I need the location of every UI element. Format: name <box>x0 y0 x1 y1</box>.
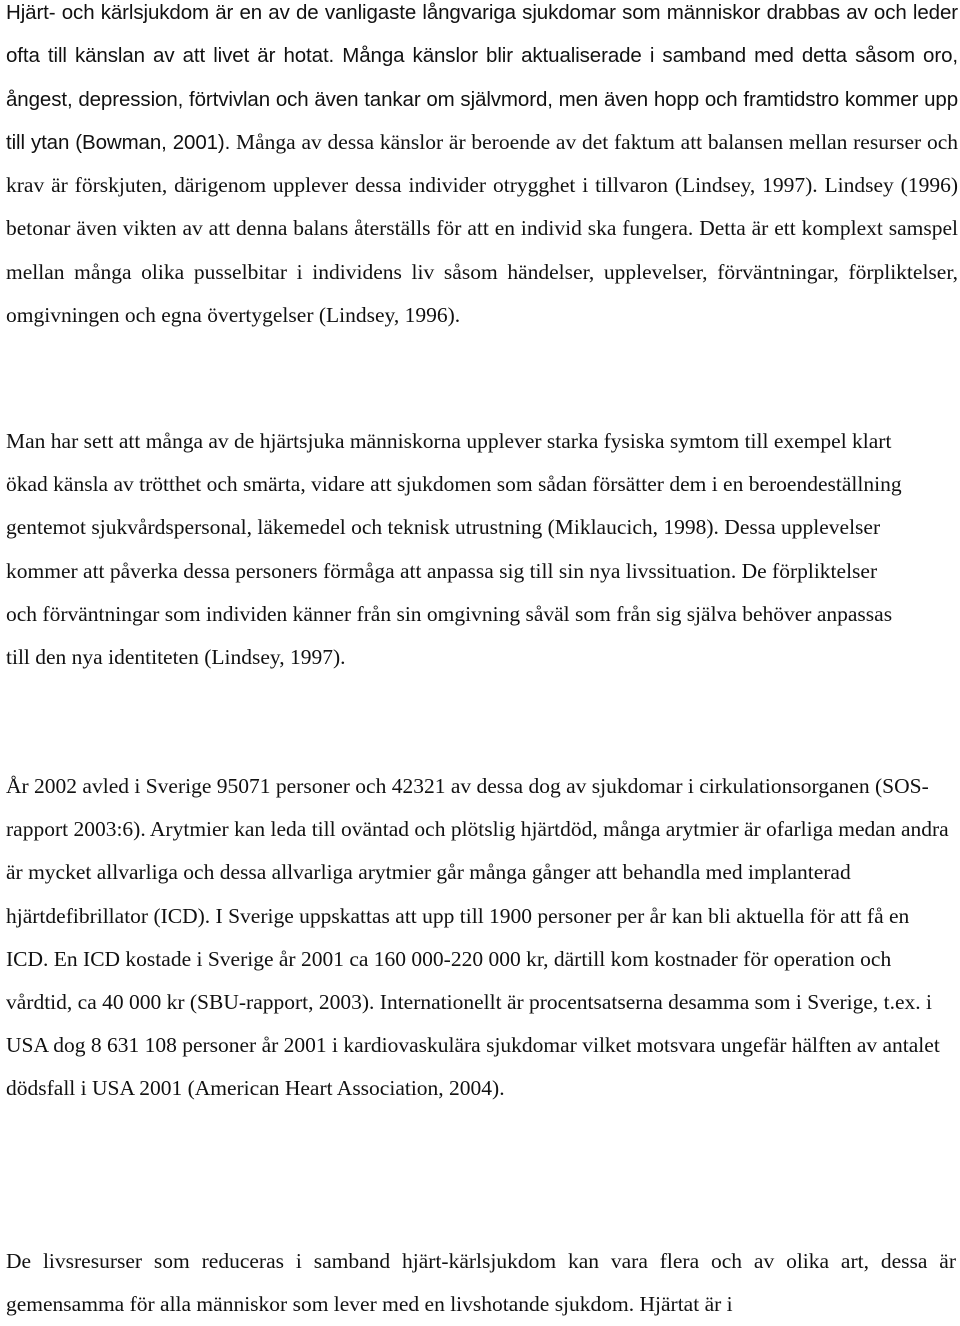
paragraph-1 <box>6 0 958 337</box>
paragraph-3: År 2002 avled i Sverige 95071 personer och 42321 av dessa dog av sjukdomar i cirkulationsorganen (SOS-rapport 2003:6). Arytmier kan leda till oväntad och plötslig hjärtdöd, många arytmier är ofarliga medan andra är mycket allvarliga och dessa allvarliga arytmier går många gånger att behandla med implanterad hjärtdefibrillator (ICD). I Sverige uppskattas att upp till 1900 personer per år kan bli aktuella för att få en ICD. En ICD kostade i Sverige år 2001 ca 160 000-220 000 kr, därtill kom kostnader för operation och vårdtid, ca 40 000 kr (SBU-rapport, 2003). Internationellt är procentsatserna desamma som i Sverige, t.ex. i USA dog 8 631 108 personer år 2001 i kardiovaskulära sjukdomar vilket motsvara ungefär hälften av antalet dödsfall i USA 2001 (American Heart Association, 2004). <box>6 774 949 1101</box>
paragraph-1-serif-text: Många av dessa känslor är beroende av det faktum att balansen mellan resurser och krav är förskjuten, därigenom upplever dessa individer otrygghet i tillvaron (Lindsey, 1997). Lindsey (1996) betonar även vikten av att denna balans återställs för att en individ ska fungera. Detta är ett komplext samspel mellan många olika pusselbitar i individens liv såsom händelser, upplevelser, förväntningar, förpliktelser, omgivningen och egna övertygelser (Lindsey, 1996). <box>6 129 958 328</box>
paragraph-1-sans-text: Hjärt- och kärlsjukdom är en av de vanligaste långvariga sjukdomar som människor drabbas av och leder ofta till känslan av att livet är hotat. Många känslor blir aktualiserade i samband med detta såsom oro, ångest, depression, förtvivlan och även tankar om självmord, men även hopp och framtidstro kommer upp till ytan (Bowman, 2001). <box>6 1 958 154</box>
paragraph-4: De livsresurser som reduceras i samband hjärt-kärlsjukdom kan vara flera och av olika art, dessa är gemensamma för alla människor som lever med en livshotande sjukdom. Hjärtat är i <box>6 1249 956 1317</box>
paragraph-2: Man har sett att många av de hjärtsjuka människorna upplever starka fysiska symtom till exempel klart ökad känsla av trötthet och smärta, vidare att sjukdomen som sådan försätter dem i en beroendeställning gentemot sjukvårdspersonal, läkemedel och teknisk utrustning (Miklaucich, 1998). Dessa upplevelser kommer att påverka dessa personers förmåga att anpassa sig till sin nya livssituation. De förpliktelser och förväntningar som individen känner från sin omgivning såväl som från sig själva behöver anpassas till den nya identiteten (Lindsey, 1997). <box>6 429 902 670</box>
